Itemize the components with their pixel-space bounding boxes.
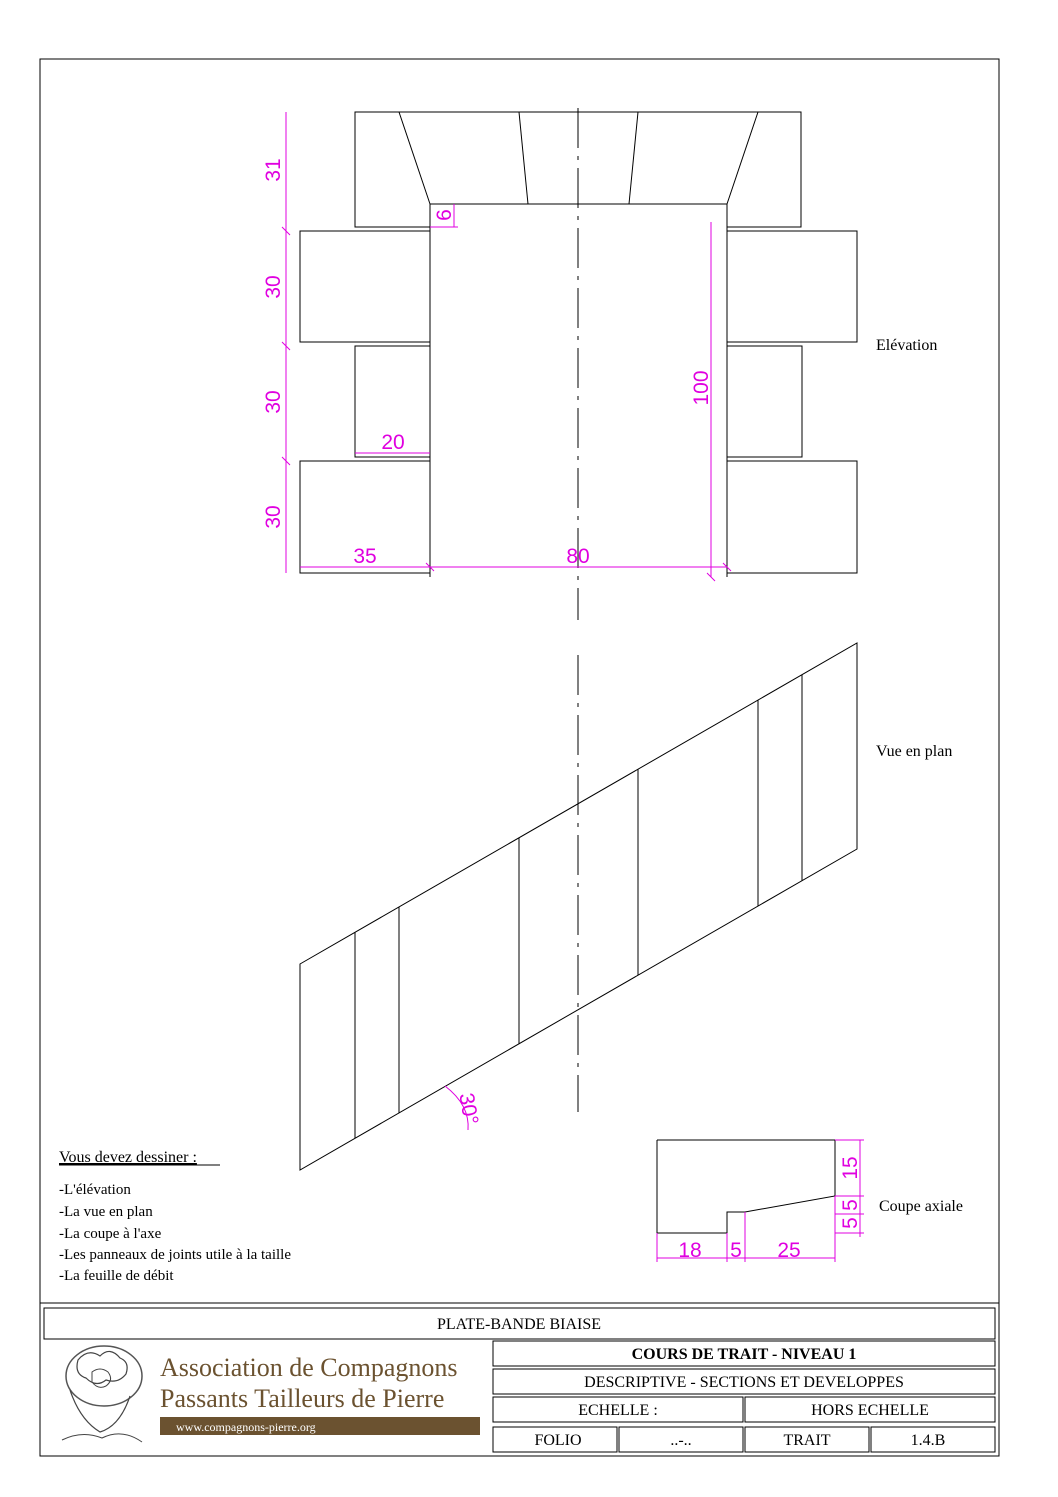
elevation-view: [300, 108, 857, 620]
instruction-item: -L'élévation: [59, 1182, 131, 1198]
folio-label: FOLIO: [534, 1432, 582, 1449]
instruction-item: -La coupe à l'axe: [59, 1226, 162, 1242]
dim-80: 80: [566, 545, 590, 568]
scale-label: ECHELLE :: [578, 1402, 658, 1419]
dim-30-a: 30: [262, 275, 285, 299]
dim-35: 35: [353, 545, 377, 568]
scale-value: HORS ECHELLE: [811, 1402, 929, 1419]
dim-15: 15: [839, 1156, 862, 1180]
dim-5-b: 5: [839, 1217, 862, 1229]
instructions-title: Vous devez dessiner :: [59, 1149, 197, 1166]
drawing-title: PLATE-BANDE BIAISE: [437, 1316, 601, 1333]
dim-20: 20: [381, 431, 405, 454]
dim-100: 100: [690, 370, 713, 406]
dim-25: 25: [777, 1239, 801, 1262]
instruction-item: -Les panneaux de joints utile à la taille: [59, 1247, 292, 1263]
website: www.compagnons-pierre.org: [176, 1420, 316, 1434]
dim-angle: 30°: [454, 1091, 483, 1127]
dim-6: 6: [433, 209, 456, 221]
dim-5-a: 5: [839, 1199, 862, 1211]
title-block: [44, 1308, 995, 1452]
label-plan: Vue en plan: [876, 743, 953, 760]
dim-5-c: 5: [730, 1239, 742, 1262]
section-view: [657, 1140, 864, 1262]
folio-value: ..-..: [670, 1432, 692, 1449]
plan-view: [300, 643, 857, 1170]
trait-value: 1.4.B: [910, 1432, 946, 1449]
association-logo: [62, 1346, 142, 1442]
dim-30-b: 30: [262, 390, 285, 414]
dim-30-c: 30: [262, 505, 285, 529]
association-line2: Passants Tailleurs de Pierre: [160, 1384, 445, 1413]
course-title: COURS DE TRAIT - NIVEAU 1: [631, 1346, 857, 1363]
label-section: Coupe axiale: [879, 1198, 963, 1215]
association-line1: Association de Compagnons: [160, 1353, 458, 1382]
dim-31: 31: [262, 158, 285, 182]
dim-18: 18: [678, 1239, 702, 1262]
instruction-item: -La vue en plan: [59, 1204, 153, 1220]
subject-title: DESCRIPTIVE - SECTIONS ET DEVELOPPES: [584, 1374, 904, 1391]
instruction-item: -La feuille de débit: [59, 1268, 174, 1284]
instructions: [59, 1149, 291, 1284]
trait-label: TRAIT: [783, 1432, 831, 1449]
label-elevation: Elévation: [876, 337, 938, 354]
